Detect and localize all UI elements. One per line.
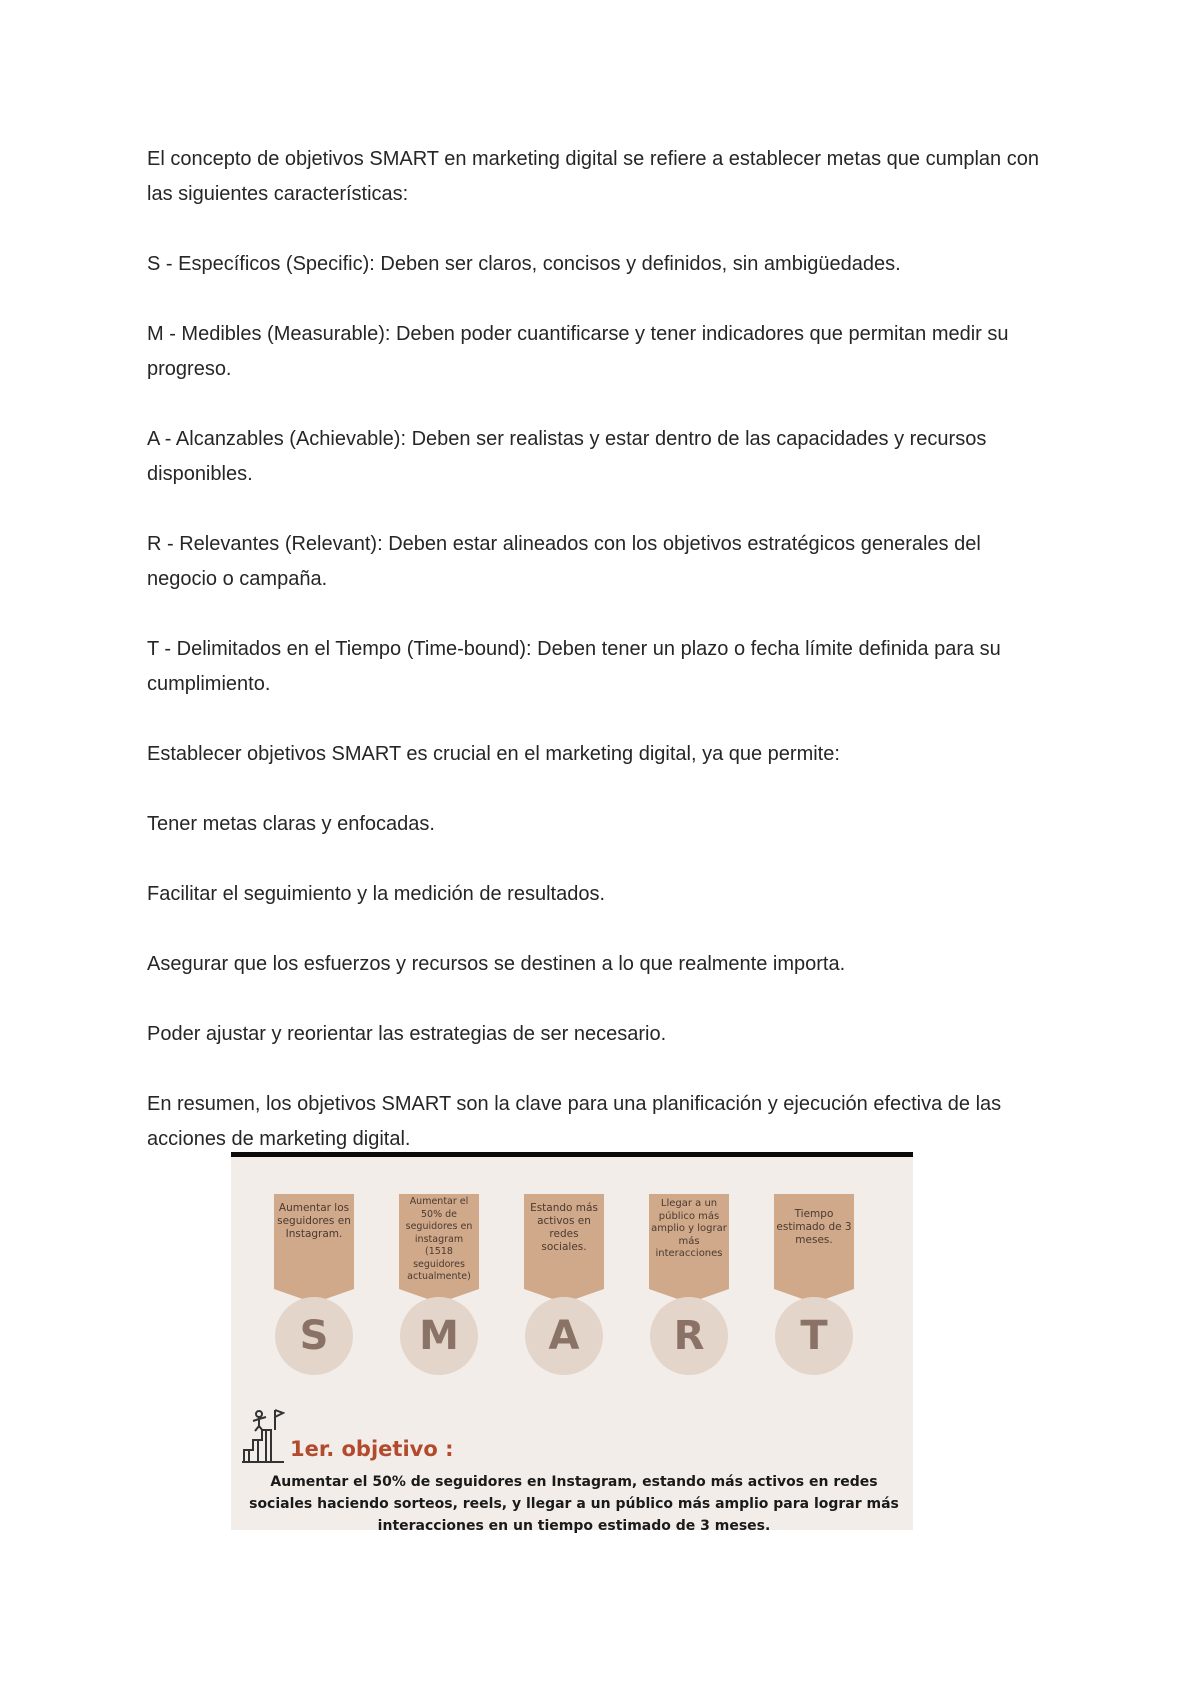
objective-title: 1er. objetivo : — [290, 1437, 454, 1461]
paragraph-benefit-1: Tener metas claras y enfocadas. — [147, 813, 435, 835]
paragraph-benefit-4: Poder ajustar y reorientar las estrategias de ser necesario. — [147, 1023, 667, 1045]
smart-letter-m: M — [400, 1297, 478, 1375]
smart-column-m — [399, 1194, 481, 1289]
objective-text: Aumentar el 50% de seguidores en Instagram, estando más activos en redes sociales haciendo sorteos, reels, y llegar a un público más amplio para lograr más interacciones en un tiempo estimado de 3 meses. — [249, 1474, 899, 1534]
smart-column-t — [774, 1194, 856, 1289]
smart-column-s — [274, 1194, 356, 1289]
paragraph-benefit-3: Asegurar que los esfuerzos y recursos se destinen a lo que realmente importa. — [147, 953, 846, 975]
smart-column-a — [524, 1194, 606, 1289]
smart-letter-a: A — [525, 1297, 603, 1375]
paragraph-specific: S - Específicos (Specific): Deben ser claros, concisos y definidos, sin ambigüedades. — [147, 253, 901, 275]
paragraph-summary: En resumen, los objetivos SMART son la clave para una planificación y ejecución efectiva de las acciones de marketing digital. — [147, 1093, 1002, 1150]
smart-tag-a: Estando más activos en redes sociales. — [524, 1194, 604, 1289]
smart-tag-s: Aumentar los seguidores en Instagram. — [274, 1194, 354, 1289]
climbing-stairs-flag-icon — [239, 1406, 285, 1464]
paragraph-achievable: A - Alcanzables (Achievable): Deben ser realistas y estar dentro de las capacidades y recursos disponibles. — [147, 428, 987, 485]
paragraph-relevant: R - Relevantes (Relevant): Deben estar alineados con los objetivos estratégicos generales del negocio o campaña. — [147, 533, 981, 590]
smart-tag-r: Llegar a un público más amplio y lograr más interacciones — [649, 1194, 729, 1289]
paragraph-benefit-2: Facilitar el seguimiento y la medición de resultados. — [147, 883, 605, 905]
smart-letter-t: T — [775, 1297, 853, 1375]
document-body — [147, 142, 1047, 1192]
paragraph-intro: El concepto de objetivos SMART en marketing digital se refiere a establecer metas que cumplan con las siguientes características: — [147, 148, 1039, 205]
smart-tag-t: Tiempo estimado de 3 meses. — [774, 1194, 854, 1289]
paragraph-time-bound: T - Delimitados en el Tiempo (Time-bound): Deben tener un plazo o fecha límite definida para su cumplimiento. — [147, 638, 1001, 695]
smart-letter-r: R — [650, 1297, 728, 1375]
smart-letter-s: S — [275, 1297, 353, 1375]
smart-column-r — [649, 1194, 731, 1289]
smart-infographic — [231, 1152, 913, 1534]
smart-tag-m: Aumentar el 50% de seguidores en instagram (1518 seguidores actualmente) — [399, 1194, 479, 1289]
paragraph-measurable: M - Medibles (Measurable): Deben poder cuantificarse y tener indicadores que permitan medir su progreso. — [147, 323, 1009, 380]
paragraph-importance: Establecer objetivos SMART es crucial en el marketing digital, ya que permite: — [147, 743, 840, 765]
